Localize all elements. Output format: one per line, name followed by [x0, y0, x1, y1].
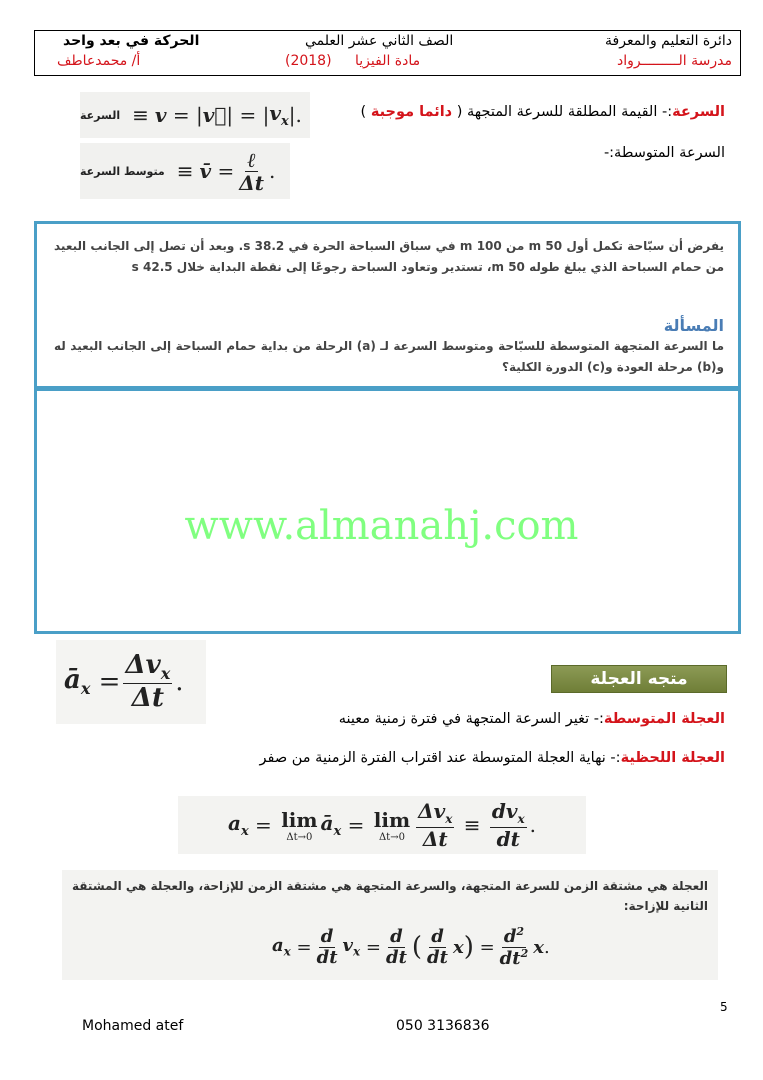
avg-accel-def: :- تغير السرعة المتجهة في فترة زمنية معينه: [338, 711, 604, 727]
inst-accel-def: :- نهاية العجلة المتوسطة عند اقتراب الفترة الزمنية من صفر: [259, 750, 621, 766]
header-dept: دائرة التعليم والمعرفة: [605, 33, 732, 49]
header-year: (2018): [285, 53, 332, 69]
inst-accel-term: العجلة اللحظية: [620, 750, 725, 766]
inst-accel-definition: [260, 750, 725, 766]
speed-formula: السرعة ≡ v = | v⃗ | = | $v_x$ |.: [80, 92, 310, 138]
speed-def-text: :- القيمة المطلقة للسرعة المتجهة (: [456, 104, 673, 120]
question-text: ما السرعة المتجهة المتوسطة للسبّاحة ومتوسط السرعة لـ (a) الرحلة من بداية حمام السباحة إلى الجانب البعيد له و(b) مرحلة العودة و(c) الدورة الكلية؟: [54, 339, 724, 374]
section-title-acceleration: متجه العجلة: [551, 665, 727, 693]
watermark: www.almanahj.com: [184, 503, 579, 549]
avg-speed-formula-label: متوسط السرعة: [80, 164, 165, 178]
footer-author: Mohamed atef: [82, 1018, 184, 1034]
second-derivative-formula: $a_x$ = $\frac{d}{dt}$ $v_x$ = $\frac{d}{dt}$ ( $\frac{d}{dt}$ x ) = $\frac{d^2}{dt^2}$ x .: [272, 924, 550, 969]
header-subject: مادة الفيزيا: [355, 53, 421, 69]
always-positive: دائما موجبة: [370, 104, 453, 120]
avg-accel-definition: [339, 711, 725, 727]
header-grade: الصف الثاني عشر العلمي: [305, 33, 454, 49]
derivative-note-panel: [62, 870, 718, 980]
avg-speed-formula: متوسط السرعة ≡ v̄ = $\frac{\text{ℓ}}{\Delta t}$ .: [80, 143, 290, 199]
avg-accel-term: العجلة المتوسطة: [603, 711, 725, 727]
avg-accel-formula: $ā_x$ = $\frac{\Delta v_x}{\Delta t}$ .: [56, 640, 206, 724]
avg-speed-label: السرعة المتوسطة:-: [603, 145, 725, 161]
close-paren: ): [360, 104, 367, 120]
header-teacher: أ/ محمدعاطف: [57, 53, 141, 69]
page-number: 5: [720, 1000, 728, 1014]
footer-phone: 050 3136836: [396, 1018, 490, 1034]
derivative-note: العجلة هي مشتقة الزمن للسرعة المتجهة، والسرعة المتجهة هي مشتقة الزمن للإزاحة، والعجلة هي المشتقة الثانية للإزاحة:: [72, 879, 708, 913]
inst-accel-formula: $a_x$ = lim Δt→0 $ā_x$ = lim Δt→0 $\frac{\Delta v_x}{\Delta t}$ ≡ $\frac{dv_x}{dt}$ .: [178, 796, 586, 854]
speed-definition: [361, 104, 725, 120]
page-header: [34, 30, 741, 76]
problem-box: [34, 221, 741, 389]
speed-term: السرعة: [672, 104, 725, 120]
header-school: مدرسة الـــــــــرواد: [617, 53, 732, 69]
question-title: المسألة: [663, 316, 724, 335]
speed-formula-label: السرعة: [80, 108, 121, 122]
problem-text: يفرض أن سبّاحة تكمل أول 50 m من 100 m في سباق السباحة الحرة في 38.2 s. وبعد أن تصل إلى الجانب البعيد من حمام السباحة الذي يبلغ طوله 50 m، تستدير وتعاود السباحة رجوعًا إلى نقطة البداية خلال 42.5 s: [54, 239, 724, 274]
header-unit: الحركة في بعد واحد: [63, 33, 200, 49]
